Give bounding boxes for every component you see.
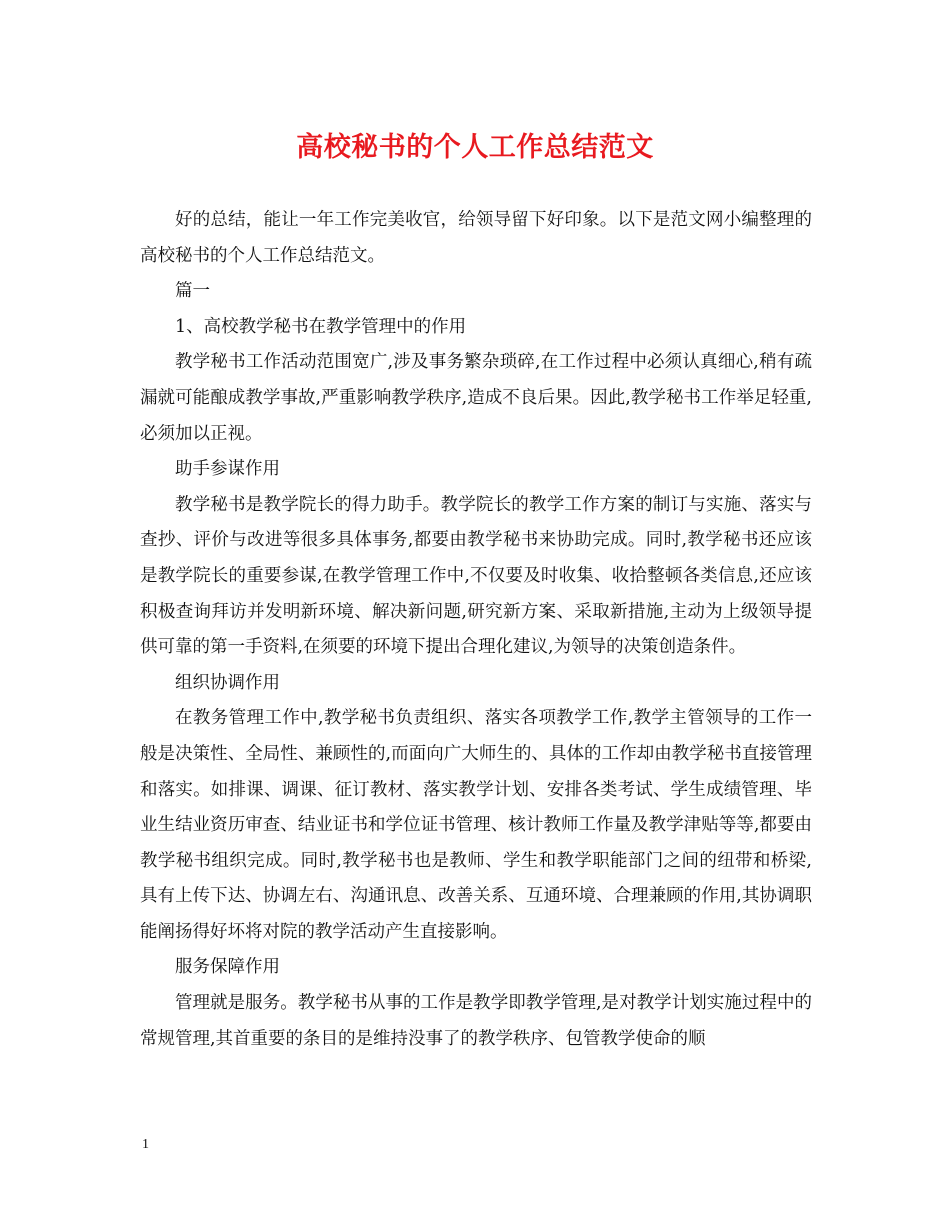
page-number: 1	[142, 1137, 149, 1152]
paragraph: 好的总结，能让一年工作完美收官，给领导留下好印象。以下是范文网小编整理的高校秘书的个人工作总结范文。	[140, 210, 812, 266]
paragraph: 组织协调作用	[175, 672, 280, 693]
document-body	[140, 203, 812, 1057]
paragraph: 管理就是服务。教学秘书从事的工作是教学即教学管理,是对教学计划实施过程中的常规管理,其首重要的条目的是维持没事了的教学秩序、包管教学使命的顺	[140, 993, 812, 1049]
paragraph: 服务保障作用	[175, 957, 280, 978]
paragraph: 篇一	[175, 281, 210, 302]
document-title: 高校秘书的个人工作总结范文	[296, 132, 654, 163]
paragraph: 教学秘书是教学院长的得力助手。教学院长的教学工作方案的制订与实施、落实与查抄、评价与改进等很多具体事务,都要由教学秘书来协助完成。同时,教学秘书还应该是教学院长的重要参谋,在教学管理工作中,不仅要及时收集、收拾整顿各类信息,还应该积极查询拜访并发明新环境、解决新问题,研究新方案、采取新措施,主动为上级领导提供可靠的第一手资料,在须要的环境下提出合理化建议,为领导的决策创造条件。	[140, 494, 812, 658]
paragraph: 助手参谋作用	[175, 459, 280, 480]
paragraph: 1、高校教学秘书在教学管理中的作用	[175, 316, 467, 337]
paragraph: 教学秘书工作活动范围宽广,涉及事务繁杂琐碎,在工作过程中必须认真细心,稍有疏漏就可能酿成教学事故,严重影响教学秩序,造成不良后果。因此,教学秘书工作举足轻重,必须加以正视。	[140, 352, 812, 444]
paragraph: 在教务管理工作中,教学秘书负责组织、落实各项教学工作,教学主管领导的工作一般是决策性、全局性、兼顾性的,而面向广大师生的、具体的工作却由教学秘书直接管理和落实。如排课、调课、征订教材、落实教学计划、安排各类考试、学生成绩管理、毕业生结业资历审查、结业证书和学位证书管理、核计教师工作量及教学津贴等等,都要由教学秘书组织完成。同时,教学秘书也是教师、学生和教学职能部门之间的纽带和桥梁,具有上传下达、协调左右、沟通讯息、改善关系、互通环境、合理兼顾的作用,其协调职能阐扬得好坏将对院的教学活动产生直接影响。	[140, 708, 812, 942]
